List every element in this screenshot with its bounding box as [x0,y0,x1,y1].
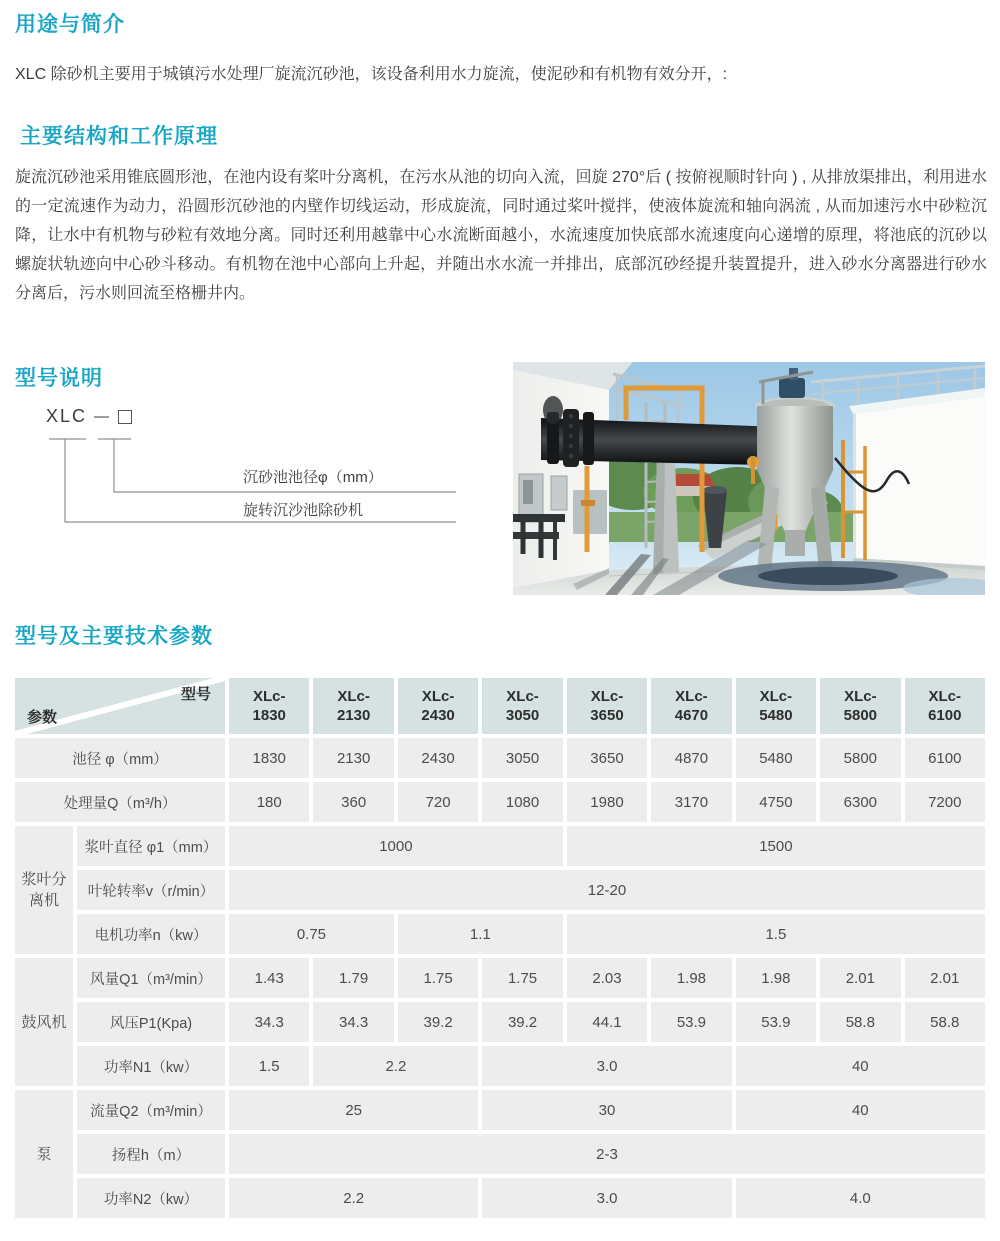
row-label-motor-power: 电机功率n（kw） [77,914,225,954]
value-cell: 34.3 [313,1002,393,1042]
value-cell: 1.98 [736,958,816,998]
value-cell: 1980 [567,782,647,822]
value-cell: 6300 [820,782,900,822]
value-cell: 0.75 [229,914,394,954]
value-cell: 720 [398,782,478,822]
value-cell: 2.03 [567,958,647,998]
value-cell: 1.1 [398,914,563,954]
value-cell: 2130 [313,738,393,778]
value-cell: 12-20 [229,870,985,910]
value-cell: 44.1 [567,1002,647,1042]
value-cell: 1.75 [482,958,562,998]
section-title-specs: 型号及主要技术参数 [15,625,213,648]
value-cell: 5480 [736,738,816,778]
value-cell: 2-3 [229,1134,985,1174]
value-cell: 53.9 [651,1002,731,1042]
value-cell: 1830 [229,738,309,778]
value-cell: 1.43 [229,958,309,998]
value-cell: 3.0 [482,1178,731,1218]
value-cell: 1080 [482,782,562,822]
model-branch-machine-label: 旋转沉沙池除砂机 [243,502,364,519]
intro-paragraph: XLC 除砂机主要用于城镇污水处理厂旋流沉砂池，该设备利用水力旋流，使泥砂和有机物有效分开，: [15,66,728,83]
group-label-blower: 鼓风机 [15,958,73,1086]
value-cell: 2.2 [229,1178,478,1218]
row-label-pool-diameter: 池径 φ（mm） [15,738,225,778]
corner-label-param: 参数 [27,709,58,726]
value-cell: 3170 [651,782,731,822]
section-title-model: 型号说明 [15,367,103,390]
model-code [46,406,132,427]
spec-table [15,678,985,1218]
row-label-head: 扬程h（m） [77,1134,225,1174]
value-cell: 1.79 [313,958,393,998]
model-code-prefix: XLC [46,406,88,426]
group-label-separator: 浆叶分离机 [15,826,73,954]
model-header-5: XLc- 4670 [651,678,731,734]
value-cell: 1.5 [567,914,985,954]
value-cell: 180 [229,782,309,822]
group-label-pump: 泵 [15,1090,73,1218]
value-cell: 2430 [398,738,478,778]
model-header-4: XLc- 3650 [567,678,647,734]
value-cell: 40 [736,1090,985,1130]
value-cell: 58.8 [820,1002,900,1042]
row-label-impeller-speed: 叶轮转率v（r/min） [77,870,225,910]
model-header-3: XLc- 3050 [482,678,562,734]
value-cell: 2.01 [905,958,985,998]
value-cell: 39.2 [482,1002,562,1042]
value-cell: 4750 [736,782,816,822]
model-header-8: XLc- 6100 [905,678,985,734]
row-label-blade-diameter: 浆叶直径 φ1（mm） [77,826,225,866]
value-cell: 6100 [905,738,985,778]
value-cell: 34.3 [229,1002,309,1042]
value-cell: 3050 [482,738,562,778]
row-label-air-pressure: 风压P1(Kpa) [77,1002,225,1042]
value-cell: 25 [229,1090,478,1130]
model-branch-diameter-label: 沉砂池池径φ（mm） [243,469,383,486]
value-cell: 1.5 [229,1046,309,1086]
value-cell: 30 [482,1090,731,1130]
row-label-pump-power: 功率N2（kw） [77,1178,225,1218]
value-cell: 3.0 [482,1046,731,1086]
equipment-photo [513,362,985,595]
value-cell: 2.2 [313,1046,478,1086]
value-cell: 1500 [567,826,985,866]
value-cell: 53.9 [736,1002,816,1042]
model-header-1: XLc- 2130 [313,678,393,734]
principle-paragraph: 旋流沉砂池采用锥底圆形池，在池内设有桨叶分离机，在污水从池的切向入流，回旋 270°后 ( 按俯视顺时针向 ) , 从排放渠排出，利用进水的一定流速作为动力，沿圆形沉砂池的内壁作切线运动，形成旋流，同时通过桨叶搅拌，使液体旋流和轴向涡流 , 从而加速污水中砂粒沉降，让水中有机物与砂粒有效地分离。同时还利用越靠中心水流断面越小，水流速度加快底部水流速度向心递增的原理，将池底的沉砂以螺旋状轨迹向中心砂斗移动。有机物在池中心部向上升起，并随出水水流一并排出，底部沉砂经提升装置提升，进入砂水分离器进行砂水分离后，污水则回流至格栅井内。 [15,169,987,302]
value-cell: 40 [736,1046,985,1086]
model-code-dash: — [94,408,112,425]
model-header-2: XLc- 2430 [398,678,478,734]
value-cell: 7200 [905,782,985,822]
value-cell: 1000 [229,826,563,866]
value-cell: 5800 [820,738,900,778]
value-cell: 39.2 [398,1002,478,1042]
value-cell: 58.8 [905,1002,985,1042]
model-header-6: XLc- 5480 [736,678,816,734]
model-header-7: XLc- 5800 [820,678,900,734]
value-cell: 360 [313,782,393,822]
table-corner-cell [15,678,225,734]
value-cell: 4.0 [736,1178,985,1218]
value-cell: 2.01 [820,958,900,998]
row-label-capacity: 处理量Q（m³/h） [15,782,225,822]
model-code-placeholder-box [118,410,132,424]
value-cell: 1.98 [651,958,731,998]
row-label-air-volume: 风量Q1（m³/min） [77,958,225,998]
corner-label-model: 型号 [180,686,211,703]
row-label-flow: 流量Q2（m³/min） [77,1090,225,1130]
value-cell: 1.75 [398,958,478,998]
value-cell: 4870 [651,738,731,778]
section-title-principle: 主要结构和工作原理 [20,125,218,148]
section-title-intro: 用途与简介 [15,13,125,36]
model-code-diagram [40,406,470,541]
model-header-0: XLc- 1830 [229,678,309,734]
value-cell: 3650 [567,738,647,778]
row-label-blower-power: 功率N1（kw） [77,1046,225,1086]
